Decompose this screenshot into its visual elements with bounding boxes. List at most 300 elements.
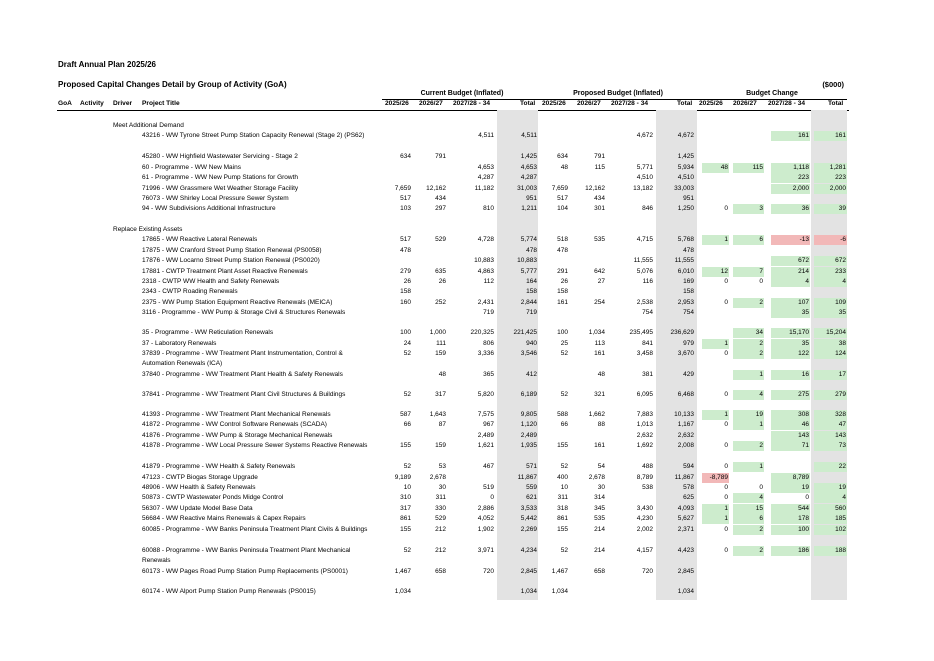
- project-title: 17876 - WW Locarno Street Pump Station Renewal (PS0020): [142, 257, 320, 265]
- cell-chg-total: 672: [814, 256, 847, 266]
- cell-cur-2025: 52: [403, 391, 411, 398]
- col-header-prop-2026: 2026/27: [577, 100, 601, 107]
- table-row: [0, 267, 934, 277]
- cell-prop-total: 5,768: [677, 236, 694, 244]
- cell-cur-2027: 3,971: [477, 546, 494, 554]
- cell-chg-2025: 1: [702, 410, 729, 420]
- cell-chg-2027: 214: [771, 267, 810, 277]
- cell-cur-2027: 1,621: [477, 442, 494, 450]
- col-header-cur-2027: 2027/28 - 34: [453, 100, 491, 107]
- cell-prop-total: 2,845: [677, 567, 694, 575]
- cell-prop-2026: 113: [594, 339, 605, 347]
- cell-cur-total: 1,211: [521, 205, 537, 213]
- cell-cur-2027: 4,653: [477, 163, 494, 171]
- cell-chg-2026: 2: [733, 546, 764, 556]
- cell-cur-2026: 30: [438, 484, 446, 491]
- cell-chg-2026: 2: [733, 525, 764, 535]
- cell-chg-2027: 2,000: [771, 184, 810, 194]
- cell-chg-total: 223: [814, 173, 847, 183]
- cell-chg-total: 15,204: [814, 328, 847, 338]
- cell-cur-2026: 1,000: [429, 329, 446, 337]
- project-title: 76073 - WW Shirley Local Pressure Sewer System: [142, 195, 289, 202]
- cell-prop-total: 11,555: [674, 257, 694, 265]
- table-row: [0, 184, 934, 194]
- table-row: [0, 441, 934, 451]
- cell-chg-2027: 0: [805, 494, 809, 502]
- cell-prop-2025: 400: [557, 473, 568, 481]
- cell-chg-2027: 35: [771, 339, 810, 349]
- cell-chg-2027: 15,170: [771, 328, 810, 338]
- cell-chg-total: 143: [814, 431, 847, 441]
- cell-prop-2026: 658: [594, 567, 605, 575]
- project-title: 41878 - Programme - WW Local Pressure Sewer Systems Reactive Renewals: [142, 442, 368, 450]
- cell-cur-2027: 720: [483, 567, 494, 575]
- table-row: [0, 152, 934, 162]
- cell-prop-2026: 535: [594, 236, 605, 244]
- col-header-goa: GoA: [58, 100, 72, 107]
- cell-chg-2027: 122: [771, 349, 810, 359]
- cell-cur-2026: 2,678: [429, 473, 446, 481]
- cell-cur-total: 2,845: [520, 567, 537, 575]
- cell-prop-2027: 2,538: [636, 298, 653, 306]
- cell-cur-total: 6,189: [520, 391, 537, 398]
- col-header-driver: Driver: [113, 100, 133, 107]
- col-header-cur-2026: 2026/27: [419, 100, 443, 107]
- cell-cur-total: 478: [526, 246, 537, 254]
- cell-chg-2026: 1: [733, 370, 764, 380]
- units-label: ($000): [822, 80, 844, 89]
- cell-chg-2027: 36: [771, 204, 810, 214]
- cell-chg-total: 233: [814, 267, 847, 277]
- cell-chg-2026: 2: [733, 298, 764, 308]
- cell-prop-2025: 318: [557, 504, 568, 512]
- cell-prop-2026: 1,034: [588, 329, 605, 337]
- cell-prop-2027: 4,510: [636, 174, 653, 182]
- cell-chg-total: 328: [814, 410, 847, 420]
- cell-cur-total: 4,234: [520, 546, 537, 554]
- cell-chg-2025: 0: [724, 421, 728, 429]
- cell-prop-total: 2,953: [677, 298, 694, 306]
- cell-prop-total: 979: [683, 339, 694, 347]
- cell-chg-2027: 19: [771, 483, 810, 493]
- cell-prop-2027: 2,002: [636, 525, 653, 533]
- cell-prop-total: 4,093: [677, 504, 694, 512]
- cell-prop-total: 478: [683, 246, 694, 254]
- cell-prop-2027: 3,430: [636, 504, 653, 512]
- page-subtitle: Proposed Capital Changes Detail by Group of Activity (GoA): [58, 80, 287, 89]
- project-title: 45280 - WW Highfield Wastewater Servicing - Stage 2: [142, 153, 298, 161]
- cell-prop-2025: 588: [557, 411, 568, 418]
- table-row: [0, 256, 934, 266]
- cell-prop-2027: 116: [642, 278, 653, 285]
- cell-chg-2026: 0: [759, 484, 763, 491]
- project-title: 60088 - Programme - WW Banks Peninsula Treatment Plant Mechanical Renewals: [142, 546, 351, 564]
- cell-chg-2027: 223: [771, 173, 810, 183]
- cell-prop-2026: 321: [594, 391, 605, 398]
- cell-chg-2025: 0: [724, 278, 728, 285]
- cell-cur-2027: 0: [490, 494, 494, 502]
- cell-chg-2027: 71: [771, 441, 810, 451]
- cell-chg-2027: 35: [771, 308, 810, 318]
- table-row: [0, 194, 934, 204]
- cell-prop-2027: 488: [642, 463, 653, 471]
- cell-cur-2026: 1,643: [429, 411, 446, 418]
- cell-prop-2027: 4,672: [636, 132, 653, 140]
- cell-prop-total: 578: [683, 484, 694, 491]
- cell-cur-total: 719: [526, 309, 537, 317]
- cell-prop-total: 594: [683, 463, 694, 471]
- project-title: 56684 - WW Reactive Mains Renewals & Capex Repairs: [142, 515, 306, 523]
- project-title: 3116 - Programme - WW Pump & Storage Civil & Structures Renewals: [142, 309, 346, 317]
- cell-chg-total: 185: [814, 514, 847, 524]
- cell-cur-2027: 4,863: [477, 267, 494, 275]
- cell-chg-2025: 1: [702, 235, 729, 245]
- cell-prop-total: 10,133: [674, 411, 694, 418]
- cell-cur-2025: 52: [403, 350, 411, 357]
- cell-cur-2025: 517: [400, 236, 411, 244]
- cell-cur-2025: 52: [403, 546, 411, 554]
- cell-prop-2026: 54: [597, 463, 605, 471]
- table-row: [0, 339, 934, 349]
- cell-chg-2025: 1: [702, 339, 729, 349]
- cell-prop-2025: 52: [560, 463, 568, 471]
- cell-prop-2027: 13,182: [633, 184, 653, 192]
- cell-chg-2026: 15: [733, 504, 764, 514]
- table-row: [0, 246, 934, 256]
- cell-chg-2026: 7: [733, 267, 764, 277]
- cell-chg-2026: 2: [733, 441, 764, 451]
- project-title: 37 - Laboratory Renewals: [142, 339, 217, 347]
- cell-cur-2027: 2,886: [477, 504, 494, 512]
- cell-chg-total: 73: [814, 441, 847, 451]
- cell-prop-total: 6,468: [677, 391, 694, 398]
- cell-prop-2025: 311: [557, 494, 568, 502]
- cell-cur-total: 951: [526, 195, 537, 202]
- cell-chg-total: 1,281: [814, 163, 847, 173]
- cell-chg-total: 2,000: [814, 184, 847, 194]
- cell-cur-2025: 478: [400, 246, 411, 254]
- cell-cur-total: 4,511: [521, 132, 537, 140]
- table-row: [0, 287, 934, 297]
- group-header-current: Current Budget (Inflated): [420, 90, 504, 97]
- cell-chg-2025: 0: [724, 463, 728, 471]
- cell-chg-2026: 1: [733, 420, 764, 430]
- cell-prop-2026: 301: [594, 205, 605, 213]
- cell-chg-total: 4: [814, 493, 847, 503]
- cell-chg-2027: 672: [771, 256, 810, 266]
- cell-cur-2025: 155: [400, 525, 411, 533]
- cell-cur-total: 3,546: [520, 350, 537, 357]
- project-title: 17881 - CWTP Treatment Plant Asset Reactive Renewals: [142, 267, 308, 275]
- cell-prop-total: 951: [683, 195, 694, 202]
- cell-cur-total: 559: [526, 484, 537, 491]
- project-title: 56307 - WW Update Model Base Data: [142, 504, 253, 512]
- cell-chg-2026: 4: [733, 493, 764, 503]
- cell-chg-2026: 2: [733, 339, 764, 349]
- cell-chg-total: 4: [814, 277, 847, 287]
- project-title: 41393 - Programme - WW Treatment Plant Mechanical Renewals: [142, 411, 331, 418]
- cell-cur-2026: 48: [438, 371, 446, 378]
- cell-cur-2026: 159: [435, 442, 446, 450]
- cell-chg-2025: 0: [724, 350, 728, 357]
- col-header-activity: Activity: [80, 100, 104, 107]
- cell-chg-total: -6: [814, 235, 847, 245]
- cell-prop-2025: 155: [557, 442, 568, 450]
- cell-cur-2026: 297: [435, 205, 446, 213]
- cell-cur-2025: 52: [403, 463, 411, 471]
- cell-prop-2027: 4,715: [636, 236, 653, 244]
- cell-cur-total: 164: [526, 278, 537, 285]
- table-row: [0, 163, 934, 173]
- cell-cur-total: 11,867: [517, 473, 537, 481]
- cell-cur-2027: 10,883: [474, 257, 494, 265]
- cell-prop-2027: 7,883: [636, 411, 653, 418]
- cell-chg-2026: 4: [733, 390, 764, 400]
- cell-cur-2025: 158: [400, 288, 411, 296]
- col-header-prop-2025: 2025/26: [542, 100, 566, 107]
- cell-prop-total: 158: [683, 288, 694, 296]
- cell-chg-2026: 0: [759, 278, 763, 285]
- cell-cur-2027: 112: [483, 278, 494, 285]
- cell-cur-total: 3,533: [520, 504, 537, 512]
- cell-chg-2025: 1: [702, 504, 729, 514]
- cell-cur-total: 571: [526, 463, 537, 471]
- cell-prop-total: 169: [683, 278, 694, 285]
- cell-cur-2025: 310: [400, 494, 411, 502]
- project-title: 60174 - WW Alport Pump Station Pump Renewals (PS0015): [142, 587, 316, 595]
- table-row: [0, 525, 934, 535]
- cell-prop-2025: 66: [560, 421, 568, 429]
- cell-cur-2025: 587: [400, 411, 411, 418]
- cell-cur-2026: 529: [435, 236, 446, 244]
- cell-prop-total: 2,632: [677, 431, 694, 439]
- cell-prop-2025: 291: [557, 267, 568, 275]
- table-row: [0, 131, 934, 141]
- cell-chg-2026: 6: [733, 235, 764, 245]
- cell-cur-2026: 635: [435, 267, 446, 275]
- table-row: [0, 546, 934, 564]
- cell-cur-2026: 87: [438, 421, 446, 429]
- cell-chg-2026: 2: [733, 349, 764, 359]
- cell-prop-2027: 2,632: [636, 431, 653, 439]
- table-row: [0, 483, 934, 493]
- cell-chg-2025: 0: [724, 546, 728, 554]
- project-title: 60 - Programme - WW New Mains: [142, 163, 241, 171]
- cell-cur-2025: 279: [400, 267, 411, 275]
- cell-prop-2026: 214: [594, 525, 605, 533]
- cell-chg-total: 19: [814, 483, 847, 493]
- project-title: 41876 - Programme - WW Pump & Storage Mechanical Renewals: [142, 431, 333, 439]
- project-title: 60085 - Programme - WW Banks Peninsula Treatment Plant Civils & Buildings: [142, 525, 368, 533]
- project-title: 2343 - CWTP Roading Renewals: [142, 288, 238, 296]
- cell-cur-total: 10,883: [517, 257, 537, 265]
- cell-cur-2025: 26: [403, 278, 411, 285]
- cell-chg-total: 102: [814, 525, 847, 535]
- cell-cur-2026: 311: [435, 494, 446, 502]
- cell-prop-2025: 158: [557, 288, 568, 296]
- header-rule: [57, 110, 849, 111]
- cell-cur-total: 940: [526, 339, 537, 347]
- col-header-chg-2025: 2025/26: [699, 100, 723, 107]
- cell-chg-2026: 19: [733, 410, 764, 420]
- col-header-chg-total: Total: [828, 100, 844, 107]
- cell-chg-2027: 100: [771, 525, 810, 535]
- section-heading: Replace Existing Assets: [113, 226, 183, 233]
- cell-chg-2025: 0: [724, 442, 728, 450]
- cell-prop-2025: 1,034: [551, 587, 568, 595]
- cell-prop-2025: 52: [560, 391, 568, 398]
- cell-cur-2027: 220,325: [470, 329, 494, 337]
- group-header-proposed: Proposed Budget (Inflated): [573, 90, 663, 97]
- cell-cur-total: 2,269: [520, 525, 537, 533]
- cell-cur-2025: 160: [400, 298, 411, 306]
- cell-cur-2026: 529: [435, 515, 446, 523]
- cell-cur-2026: 159: [435, 350, 446, 357]
- cell-cur-total: 2,489: [520, 431, 537, 439]
- project-title: 47123 - CWTP Biogas Storage Upgrade: [142, 473, 258, 481]
- cell-chg-total: 38: [814, 339, 847, 349]
- cell-chg-2027: 308: [771, 410, 810, 420]
- project-title: 37841 - Programme - WW Treatment Plant Civil Structures & Buildings: [142, 391, 346, 398]
- cell-prop-total: 4,423: [677, 546, 694, 554]
- cell-chg-2027: 46: [771, 420, 810, 430]
- cell-cur-total: 621: [526, 494, 537, 502]
- cell-cur-total: 1,034: [520, 587, 537, 595]
- cell-prop-total: 2,008: [677, 442, 694, 450]
- cell-chg-2025: 0: [724, 391, 728, 398]
- cell-prop-total: 236,629: [670, 329, 694, 337]
- project-title: 37839 - Programme - WW Treatment Plant Instrumentation, Control & Automation Renewals (ICA): [142, 350, 343, 367]
- cell-prop-total: 33,003: [674, 184, 694, 192]
- cell-prop-total: 6,010: [677, 267, 694, 275]
- cell-chg-2026: 3: [733, 204, 764, 214]
- cell-prop-2025: 155: [557, 525, 568, 533]
- cell-cur-2025: 24: [403, 339, 411, 347]
- cell-prop-total: 1,167: [677, 421, 694, 429]
- cell-prop-2027: 841: [642, 339, 653, 347]
- table-row: [0, 204, 934, 214]
- cell-prop-total: 2,371: [677, 525, 694, 533]
- col-header-chg-2027: 2027/28 - 34: [768, 100, 806, 107]
- table-row: [0, 473, 934, 483]
- cell-cur-2025: 155: [400, 442, 411, 450]
- table-row: [0, 308, 934, 318]
- table-row: [0, 567, 934, 577]
- cell-prop-total: 4,510: [677, 174, 694, 182]
- cell-chg-2025: 12: [702, 267, 729, 277]
- cell-cur-2025: 100: [400, 329, 411, 337]
- cell-prop-total: 754: [683, 309, 694, 317]
- cell-prop-2025: 7,659: [551, 184, 568, 192]
- table-row: [0, 349, 934, 367]
- project-title: 41872 - Programme - WW Control Software Renewals (SCADA): [142, 421, 327, 429]
- cell-prop-2026: 791: [594, 153, 605, 161]
- col-header-prop-2027: 2027/28 - 34: [611, 100, 649, 107]
- cell-chg-2027: 107: [771, 298, 810, 308]
- cell-chg-2026: 115: [733, 163, 764, 173]
- project-title: 2318 - CWTP WW Health and Safety Renewals: [142, 278, 280, 285]
- table-row: [0, 235, 934, 245]
- project-title: 50873 - CWTP Wastewater Ponds Midge Control: [142, 494, 284, 502]
- cell-cur-total: 2,844: [520, 298, 537, 306]
- cell-prop-total: 1,034: [677, 587, 694, 595]
- cell-prop-total: 1,250: [677, 205, 694, 213]
- cell-prop-2026: 48: [597, 371, 605, 378]
- cell-cur-2025: 1,467: [394, 567, 411, 575]
- cell-prop-2027: 5,771: [636, 163, 653, 171]
- project-title: 71996 - WW Grassmere Wet Weather Storage Facility: [142, 184, 299, 192]
- cell-chg-2027: 186: [771, 546, 810, 556]
- cell-cur-2026: 252: [435, 298, 446, 306]
- cell-cur-2027: 810: [483, 205, 494, 213]
- cell-prop-2027: 3,458: [636, 350, 653, 357]
- cell-prop-2026: 2,678: [588, 473, 605, 481]
- project-title: 60173 - WW Pages Road Pump Station Pump Replacements (PS0001): [142, 567, 348, 575]
- table-row: [0, 410, 934, 420]
- cell-prop-2025: 161: [557, 298, 568, 306]
- cell-prop-2026: 214: [594, 546, 605, 554]
- cell-chg-2026: 34: [733, 328, 764, 338]
- cell-prop-2026: 254: [594, 298, 605, 306]
- cell-chg-2025: 48: [702, 163, 729, 173]
- cell-prop-total: 625: [683, 494, 694, 502]
- cell-cur-total: 1,425: [520, 153, 537, 161]
- col-header-prop-total: Total: [677, 100, 693, 107]
- table-row: [0, 173, 934, 183]
- cell-chg-total: 279: [814, 390, 847, 400]
- cell-prop-2027: 720: [642, 567, 653, 575]
- table-row: [0, 390, 934, 400]
- cell-prop-2027: 846: [642, 205, 653, 213]
- cell-prop-2025: 634: [557, 153, 568, 161]
- cell-cur-2027: 2,431: [477, 298, 494, 306]
- cell-prop-2026: 161: [594, 350, 605, 357]
- cell-chg-total: 188: [814, 546, 847, 556]
- cell-prop-2027: 381: [642, 371, 653, 378]
- cell-cur-2026: 111: [436, 339, 446, 347]
- cell-prop-2025: 104: [557, 205, 568, 213]
- cell-prop-2026: 30: [597, 484, 605, 491]
- cell-chg-2025: -8,789: [702, 473, 729, 483]
- cell-cur-2027: 806: [483, 339, 494, 347]
- table-row: [0, 277, 934, 287]
- cell-prop-2027: 5,076: [636, 267, 653, 275]
- project-title: 48906 - WW Health & Safety Renewals: [142, 484, 256, 491]
- cell-chg-2027: 178: [771, 514, 810, 524]
- cell-cur-total: 4,287: [520, 174, 537, 182]
- cell-chg-2025: 0: [724, 484, 728, 491]
- cell-prop-2027: 6,095: [636, 391, 653, 398]
- cell-prop-2027: 1,013: [636, 421, 653, 429]
- project-title: 37840 - Programme - WW Treatment Plant Health & Safety Renewals: [142, 371, 343, 378]
- cell-cur-2027: 719: [483, 309, 494, 317]
- cell-prop-2027: 754: [642, 309, 653, 317]
- cell-chg-2025: 1: [702, 514, 729, 524]
- cell-cur-2026: 12,162: [426, 184, 446, 192]
- cell-cur-2025: 103: [400, 205, 411, 213]
- cell-chg-2027: 16: [771, 370, 810, 380]
- cell-prop-2026: 88: [597, 421, 605, 429]
- cell-prop-2026: 434: [594, 195, 605, 202]
- cell-cur-total: 5,777: [520, 267, 537, 275]
- cell-cur-2027: 967: [483, 421, 494, 429]
- cell-cur-2027: 467: [483, 463, 494, 471]
- cell-cur-2025: 10: [403, 484, 411, 491]
- cell-cur-2027: 7,575: [477, 411, 494, 418]
- cell-cur-2025: 9,189: [394, 473, 411, 481]
- table-row: [0, 462, 934, 472]
- cell-cur-2026: 791: [435, 153, 446, 161]
